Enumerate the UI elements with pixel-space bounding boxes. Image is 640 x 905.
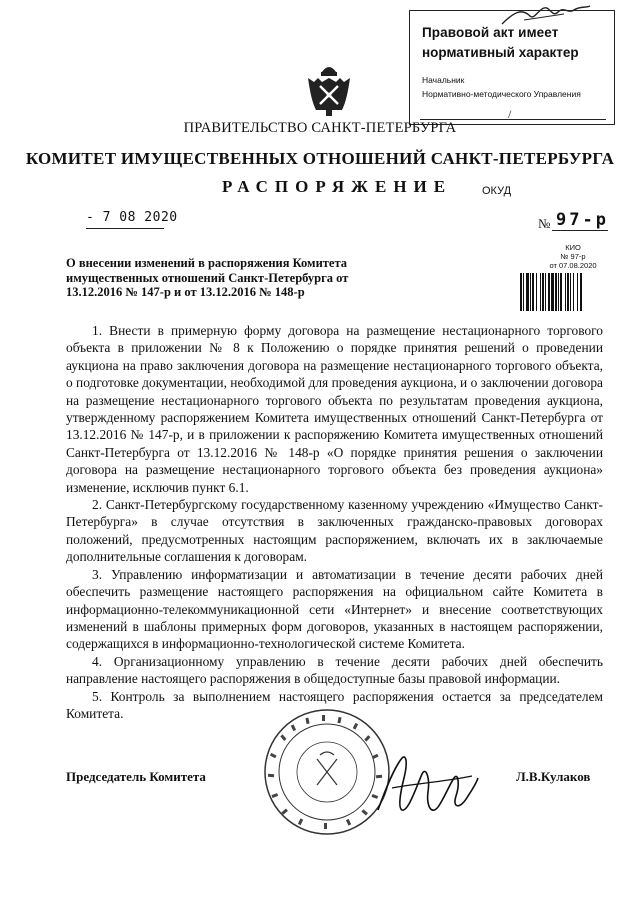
coat-of-arms-icon xyxy=(306,62,352,118)
number-underline xyxy=(552,230,608,231)
kio-line-1: КИО xyxy=(565,243,581,252)
kio-line-2: № 97-р xyxy=(560,252,586,261)
barcode-bar xyxy=(545,273,546,311)
stamp-slash: / xyxy=(508,107,512,121)
number-label: № xyxy=(538,216,551,231)
barcode-bar xyxy=(526,273,529,311)
barcode-bar xyxy=(580,273,582,311)
approval-signature xyxy=(494,2,594,30)
registration-stamp xyxy=(540,243,606,270)
okud-label: ОКУД xyxy=(482,185,512,197)
stamp-line-1: Правовой акт имеет xyxy=(422,25,559,40)
committee-title: КОМИТЕТ ИМУЩЕСТВЕННЫХ ОТНОШЕНИЙ САНКТ-ПЕТЕРБУРГА xyxy=(25,149,615,168)
stamp-department: Нормативно-методического Управления xyxy=(422,89,581,99)
barcode-bar xyxy=(567,273,569,311)
barcode-bar xyxy=(530,273,531,311)
document-body xyxy=(66,322,603,722)
paragraph-3: 3. Управлению информатизации и автоматизации в течение десяти рабочих дней обеспечить размещение настоящего распоряжения на официальном сайте Комитета в информационно-телекоммуникационной сети «Интернет» и внесение соответствующих изменений в шаблоны примерных форм договоров, указанных в настоящем распоряжении, содержащихся в информационно-технологической системе Комитета. xyxy=(66,566,603,652)
paragraph-4: 4. Организационному управлению в течение десяти рабочих дней обеспечить направление настоящего распоряжения в общедоступные базы правовой информации. xyxy=(66,653,603,687)
paragraph-5: 5. Контроль за выполнением настоящего распоряжения остается за председателем Комитета. xyxy=(66,688,603,721)
paragraph-2: 2. Санкт-Петербургскому государственному казенному учреждению «Имущество Санкт-Петербурга» в случае отсутствия в заключенных гражданско-правовых договорах положений, предусмотренных настоящим распоряжением, включать их в заключаемые дополнительные соглашения к договорам. xyxy=(66,497,603,565)
signature-name: Л.В.Кулаков xyxy=(516,769,591,784)
barcode xyxy=(520,273,616,311)
document-number: 97-р xyxy=(556,210,609,230)
barcode-bar xyxy=(570,273,571,311)
barcode-bar xyxy=(520,273,522,311)
signature-title: Председатель Комитета xyxy=(66,769,206,784)
barcode-bar xyxy=(523,273,524,311)
stamp-position: Начальник xyxy=(422,75,465,85)
kio-line-3: от 07.08.2020 xyxy=(549,261,597,270)
stamp-line-2: нормативный характер xyxy=(422,45,579,60)
barcode-bar xyxy=(536,273,537,311)
barcode-bar xyxy=(560,273,562,311)
document-date: - 7 08 2020 xyxy=(86,210,178,225)
barcode-bar xyxy=(542,273,544,311)
barcode-bar xyxy=(558,273,559,311)
date-underline xyxy=(86,228,164,229)
barcode-bar xyxy=(551,273,554,311)
barcode-bar xyxy=(555,273,557,311)
barcode-bar xyxy=(577,273,578,311)
barcode-bar xyxy=(532,273,534,311)
document-type: РАСПОРЯЖЕНИЕ xyxy=(222,177,453,196)
paragraph-1: 1. Внести в примерную форму договора на размещение нестационарного торгового объекта в приложении № 8 к Положению о порядке принятия решений о проведении аукциона на право заключения договора на размещение нестационарного торгового объекта, о подготовке документации, необходимой для проведения аукциона, и о заключении договора на размещение нестационарного торгового объекта по результатам проведения аукциона, утвержденному распоряжением Комитета имущественных отношений Санкт-Петербурга от 13.12.2016 № 147-р, и в приложении к распоряжению Комитета имущественных отношений Санкт-Петербурга от 13.12.2016 № 148-р «О порядке принятия решения о заключении договора на размещение нестационарного торгового объекта без проведения аукциона» изменение, исключив пункт 6.1. xyxy=(66,323,603,495)
barcode-bar xyxy=(548,273,550,311)
government-title: ПРАВИТЕЛЬСТВО САНКТ-ПЕТЕРБУРГА xyxy=(183,120,457,136)
barcode-bar xyxy=(573,273,574,311)
document-subject: О внесении изменений в распоряжения Комитета имущественных отношений Санкт-Петербурга от 13.12.2016 № 147-р и от 13.12.2016 № 148-р xyxy=(66,256,349,299)
chairman-signature xyxy=(372,748,482,828)
barcode-bar xyxy=(540,273,541,311)
barcode-bar xyxy=(565,273,566,311)
